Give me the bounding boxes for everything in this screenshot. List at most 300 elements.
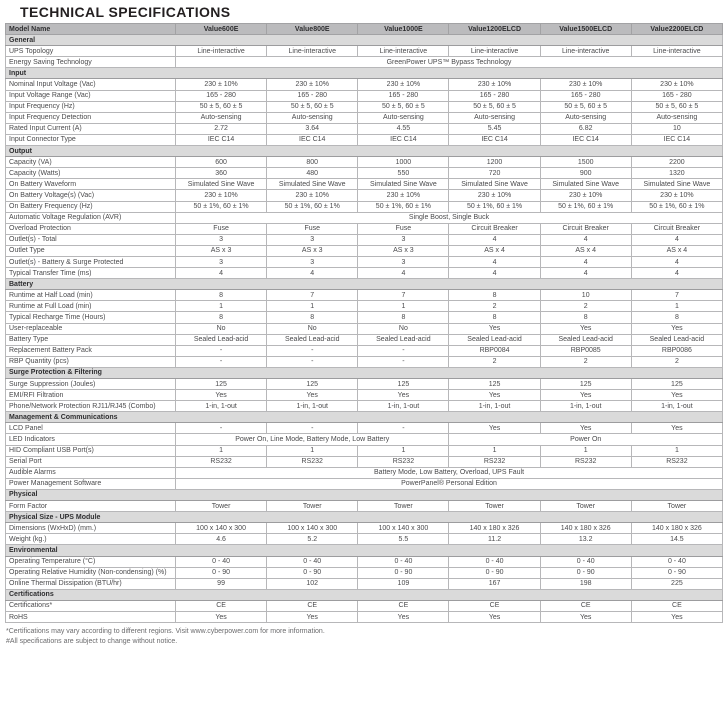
cell-value: 5.2 bbox=[267, 534, 358, 545]
cell-value: RBP0086 bbox=[631, 345, 722, 356]
cell-value: Line-interactive bbox=[358, 46, 449, 57]
cell-value: 0 - 90 bbox=[267, 567, 358, 578]
cell-value: 230 ± 10% bbox=[358, 190, 449, 201]
section-row bbox=[6, 279, 723, 290]
cell-value: No bbox=[358, 323, 449, 334]
row-label: Typical Recharge Time (Hours) bbox=[6, 312, 176, 323]
row-label: Input Frequency (Hz) bbox=[6, 101, 176, 112]
spec-row bbox=[6, 212, 723, 223]
cell-value: 1-in, 1-out bbox=[358, 401, 449, 412]
column-header-value800e: Value800E bbox=[267, 24, 358, 35]
cell-value: CE bbox=[449, 600, 540, 611]
cell-value: 5.5 bbox=[358, 534, 449, 545]
spec-row bbox=[6, 90, 723, 101]
spec-row bbox=[6, 567, 723, 578]
cell-value: RS232 bbox=[358, 456, 449, 467]
row-label: Phone/Network Protection RJ11/RJ45 (Combo) bbox=[6, 401, 176, 412]
cell-value: 4 bbox=[631, 256, 722, 267]
column-header-value1200elcd: Value1200ELCD bbox=[449, 24, 540, 35]
cell-value: No bbox=[176, 323, 267, 334]
cell-value: - bbox=[358, 356, 449, 367]
spec-row bbox=[6, 401, 723, 412]
spec-row bbox=[6, 157, 723, 168]
cell-value: 1 bbox=[267, 445, 358, 456]
cell-value: 230 ± 10% bbox=[631, 79, 722, 90]
cell-value: 1-in, 1-out bbox=[540, 401, 631, 412]
row-label: Input Connector Type bbox=[6, 134, 176, 145]
cell-value: 2 bbox=[540, 301, 631, 312]
section-title: Surge Protection & Filtering bbox=[6, 367, 723, 378]
cell-value: Circuit Breaker bbox=[631, 223, 722, 234]
row-label: EMI/RFI Filtration bbox=[6, 390, 176, 401]
cell-value: - bbox=[176, 345, 267, 356]
section-row bbox=[6, 68, 723, 79]
row-label: Capacity (Watts) bbox=[6, 168, 176, 179]
row-label: User-replaceable bbox=[6, 323, 176, 334]
cell-value: Simulated Sine Wave bbox=[540, 179, 631, 190]
cell-value: 225 bbox=[631, 578, 722, 589]
spec-row bbox=[6, 379, 723, 390]
spec-row bbox=[6, 356, 723, 367]
row-label: UPS Topology bbox=[6, 46, 176, 57]
cell-value: 1000 bbox=[358, 157, 449, 168]
section-title: Management & Communications bbox=[6, 412, 723, 423]
cell-value: Line-interactive bbox=[631, 46, 722, 57]
cell-value: Yes bbox=[176, 611, 267, 622]
spec-row bbox=[6, 611, 723, 622]
cell-value: 165 - 280 bbox=[449, 90, 540, 101]
cell-value: 1-in, 1-out bbox=[176, 401, 267, 412]
row-label: Input Voltage Range (Vac) bbox=[6, 90, 176, 101]
spec-table bbox=[5, 23, 723, 623]
section-row bbox=[6, 489, 723, 500]
cell-value: Sealed Lead-acid bbox=[449, 334, 540, 345]
row-label: Replacement Battery Pack bbox=[6, 345, 176, 356]
row-label: Dimensions (WxHxD) (mm.) bbox=[6, 523, 176, 534]
cell-value: Simulated Sine Wave bbox=[631, 179, 722, 190]
cell-value: 50 ± 1%, 60 ± 1% bbox=[631, 201, 722, 212]
cell-value: 50 ± 1%, 60 ± 1% bbox=[267, 201, 358, 212]
cell-value: Yes bbox=[176, 390, 267, 401]
row-label: Overload Protection bbox=[6, 223, 176, 234]
cell-value: 8 bbox=[540, 312, 631, 323]
row-label: Power Management Software bbox=[6, 478, 176, 489]
cell-value: IEC C14 bbox=[176, 134, 267, 145]
cell-value: 7 bbox=[267, 290, 358, 301]
cell-value: AS x 4 bbox=[449, 245, 540, 256]
cell-value: Yes bbox=[631, 323, 722, 334]
footnote-certifications: *Certifications may vary according to different regions. Visit www.cyberpower.com for more information. bbox=[6, 628, 325, 636]
cell-value: 167 bbox=[449, 578, 540, 589]
cell-value: Yes bbox=[540, 323, 631, 334]
cell-value: Auto-sensing bbox=[267, 112, 358, 123]
spec-row bbox=[6, 312, 723, 323]
cell-value-span: Power On bbox=[449, 434, 723, 445]
cell-value: Sealed Lead-acid bbox=[176, 334, 267, 345]
cell-value: Yes bbox=[358, 611, 449, 622]
cell-value: 3 bbox=[176, 256, 267, 267]
cell-value: RBP0084 bbox=[449, 345, 540, 356]
spec-row bbox=[6, 434, 723, 445]
cell-value: 11.2 bbox=[449, 534, 540, 545]
spec-row bbox=[6, 79, 723, 90]
cell-value: 109 bbox=[358, 578, 449, 589]
cell-value: 1 bbox=[358, 301, 449, 312]
cell-value: Yes bbox=[540, 423, 631, 434]
row-label: Battery Type bbox=[6, 334, 176, 345]
cell-value: 0 - 40 bbox=[176, 556, 267, 567]
cell-value: 0 - 90 bbox=[631, 567, 722, 578]
cell-value: Tower bbox=[631, 501, 722, 512]
row-label: Capacity (VA) bbox=[6, 157, 176, 168]
cell-value: Yes bbox=[540, 390, 631, 401]
row-label: Runtime at Full Load (min) bbox=[6, 301, 176, 312]
cell-value: CE bbox=[631, 600, 722, 611]
spec-row bbox=[6, 556, 723, 567]
spec-row bbox=[6, 523, 723, 534]
cell-value: Simulated Sine Wave bbox=[358, 179, 449, 190]
cell-value: IEC C14 bbox=[449, 134, 540, 145]
cell-value: 100 x 140 x 300 bbox=[358, 523, 449, 534]
cell-value-span: Single Boost, Single Buck bbox=[176, 212, 723, 223]
cell-value: 1200 bbox=[449, 157, 540, 168]
cell-value: Fuse bbox=[267, 223, 358, 234]
spec-row bbox=[6, 578, 723, 589]
cell-value: 480 bbox=[267, 168, 358, 179]
cell-value: 1 bbox=[540, 445, 631, 456]
cell-value: Tower bbox=[540, 501, 631, 512]
cell-value: 7 bbox=[631, 290, 722, 301]
spec-row bbox=[6, 46, 723, 57]
cell-value: Yes bbox=[449, 390, 540, 401]
cell-value: 800 bbox=[267, 157, 358, 168]
cell-value: 230 ± 10% bbox=[267, 79, 358, 90]
cell-value: 3 bbox=[358, 256, 449, 267]
spec-row bbox=[6, 467, 723, 478]
cell-value: 50 ± 1%, 60 ± 1% bbox=[449, 201, 540, 212]
cell-value: Sealed Lead-acid bbox=[631, 334, 722, 345]
cell-value: IEC C14 bbox=[631, 134, 722, 145]
spec-row bbox=[6, 101, 723, 112]
cell-value: 10 bbox=[631, 123, 722, 134]
cell-value: 1 bbox=[176, 445, 267, 456]
spec-row bbox=[6, 179, 723, 190]
cell-value: 165 - 280 bbox=[540, 90, 631, 101]
row-label: On Battery Frequency (Hz) bbox=[6, 201, 176, 212]
cell-value: Line-interactive bbox=[449, 46, 540, 57]
section-title: Physical bbox=[6, 489, 723, 500]
cell-value: 3 bbox=[176, 234, 267, 245]
cell-value: 102 bbox=[267, 578, 358, 589]
cell-value: 125 bbox=[176, 379, 267, 390]
cell-value: 0 - 90 bbox=[176, 567, 267, 578]
cell-value: 198 bbox=[540, 578, 631, 589]
spec-row bbox=[6, 534, 723, 545]
cell-value: 8 bbox=[449, 290, 540, 301]
spec-row bbox=[6, 123, 723, 134]
cell-value: Sealed Lead-acid bbox=[358, 334, 449, 345]
cell-value: - bbox=[267, 356, 358, 367]
cell-value: RS232 bbox=[267, 456, 358, 467]
cell-value-span: GreenPower UPS™ Bypass Technology bbox=[176, 57, 723, 68]
row-label: Weight (kg.) bbox=[6, 534, 176, 545]
cell-value: Yes bbox=[358, 390, 449, 401]
spec-row bbox=[6, 423, 723, 434]
row-label: Outlet Type bbox=[6, 245, 176, 256]
cell-value: 600 bbox=[176, 157, 267, 168]
cell-value: AS x 3 bbox=[358, 245, 449, 256]
cell-value: Tower bbox=[449, 501, 540, 512]
cell-value: Yes bbox=[267, 611, 358, 622]
table-header-row bbox=[6, 24, 723, 35]
cell-value: 7 bbox=[358, 290, 449, 301]
cell-value: 2 bbox=[449, 356, 540, 367]
cell-value-span: Battery Mode, Low Battery, Overload, UPS Fault bbox=[176, 467, 723, 478]
cell-value: 4 bbox=[631, 268, 722, 279]
cell-value: AS x 3 bbox=[267, 245, 358, 256]
row-label: Automatic Voltage Regulation (AVR) bbox=[6, 212, 176, 223]
section-row bbox=[6, 35, 723, 46]
cell-value: 2 bbox=[631, 356, 722, 367]
cell-value: 1 bbox=[176, 301, 267, 312]
row-label: Outlet(s) - Battery & Surge Protected bbox=[6, 256, 176, 267]
row-label: RoHS bbox=[6, 611, 176, 622]
cell-value: Yes bbox=[449, 423, 540, 434]
cell-value: Tower bbox=[176, 501, 267, 512]
cell-value: 230 ± 10% bbox=[358, 79, 449, 90]
cell-value: AS x 4 bbox=[631, 245, 722, 256]
cell-value: Auto-sensing bbox=[540, 112, 631, 123]
section-title: Input bbox=[6, 68, 723, 79]
column-header-value1500elcd: Value1500ELCD bbox=[540, 24, 631, 35]
cell-value: 0 - 40 bbox=[267, 556, 358, 567]
cell-value: 230 ± 10% bbox=[449, 79, 540, 90]
row-label: Operating Temperature (°C) bbox=[6, 556, 176, 567]
section-title: Environmental bbox=[6, 545, 723, 556]
cell-value: 1-in, 1-out bbox=[449, 401, 540, 412]
cell-value: 550 bbox=[358, 168, 449, 179]
cell-value: RS232 bbox=[631, 456, 722, 467]
cell-value: No bbox=[267, 323, 358, 334]
cell-value: 140 x 180 x 326 bbox=[449, 523, 540, 534]
column-header-value1000e: Value1000E bbox=[358, 24, 449, 35]
row-label: HID Compliant USB Port(s) bbox=[6, 445, 176, 456]
cell-value: 1 bbox=[631, 445, 722, 456]
cell-value: 8 bbox=[176, 312, 267, 323]
cell-value: 360 bbox=[176, 168, 267, 179]
cell-value: CE bbox=[176, 600, 267, 611]
cell-value: 0 - 40 bbox=[631, 556, 722, 567]
cell-value: 5.45 bbox=[449, 123, 540, 134]
cell-value: 50 ± 5, 60 ± 5 bbox=[358, 101, 449, 112]
row-label: Typical Transfer Time (ms) bbox=[6, 268, 176, 279]
row-label: Surge Suppression (Joules) bbox=[6, 379, 176, 390]
row-label: Form Factor bbox=[6, 501, 176, 512]
cell-value: 4 bbox=[449, 234, 540, 245]
spec-table-body bbox=[6, 24, 723, 623]
cell-value: 0 - 90 bbox=[358, 567, 449, 578]
cell-value: 50 ± 5, 60 ± 5 bbox=[449, 101, 540, 112]
column-header-value600e: Value600E bbox=[176, 24, 267, 35]
cell-value: 4.55 bbox=[358, 123, 449, 134]
cell-value: 50 ± 5, 60 ± 5 bbox=[540, 101, 631, 112]
spec-row bbox=[6, 201, 723, 212]
cell-value: Yes bbox=[631, 390, 722, 401]
spec-row bbox=[6, 501, 723, 512]
cell-value: 4 bbox=[449, 268, 540, 279]
cell-value: Simulated Sine Wave bbox=[449, 179, 540, 190]
row-label: Audible Alarms bbox=[6, 467, 176, 478]
cell-value: RS232 bbox=[449, 456, 540, 467]
row-label: Outlet(s) - Total bbox=[6, 234, 176, 245]
spec-row bbox=[6, 112, 723, 123]
cell-value: IEC C14 bbox=[358, 134, 449, 145]
footnotes bbox=[6, 627, 728, 646]
cell-value: 50 ± 5, 60 ± 5 bbox=[176, 101, 267, 112]
cell-value: 165 - 280 bbox=[176, 90, 267, 101]
cell-value: 125 bbox=[631, 379, 722, 390]
cell-value: Fuse bbox=[176, 223, 267, 234]
cell-value: 230 ± 10% bbox=[540, 79, 631, 90]
cell-value: 0 - 40 bbox=[449, 556, 540, 567]
row-label: Runtime at Half Load (min) bbox=[6, 290, 176, 301]
section-row bbox=[6, 545, 723, 556]
cell-value: RS232 bbox=[540, 456, 631, 467]
cell-value: 100 x 140 x 300 bbox=[176, 523, 267, 534]
cell-value: 0 - 40 bbox=[540, 556, 631, 567]
section-title: Output bbox=[6, 146, 723, 157]
cell-value: Simulated Sine Wave bbox=[267, 179, 358, 190]
section-title: Battery bbox=[6, 279, 723, 290]
cell-value: 4 bbox=[358, 268, 449, 279]
cell-value: Line-interactive bbox=[176, 46, 267, 57]
cell-value: 3 bbox=[267, 234, 358, 245]
cell-value: 2 bbox=[449, 301, 540, 312]
row-label: On Battery Waveform bbox=[6, 179, 176, 190]
cell-value: Sealed Lead-acid bbox=[267, 334, 358, 345]
cell-value: Auto-sensing bbox=[631, 112, 722, 123]
cell-value: 8 bbox=[449, 312, 540, 323]
section-title: Physical Size - UPS Module bbox=[6, 512, 723, 523]
cell-value: 100 x 140 x 300 bbox=[267, 523, 358, 534]
cell-value: 230 ± 10% bbox=[540, 190, 631, 201]
cell-value: 3.64 bbox=[267, 123, 358, 134]
cell-value: 99 bbox=[176, 578, 267, 589]
cell-value: Line-interactive bbox=[267, 46, 358, 57]
section-title: General bbox=[6, 35, 723, 46]
spec-row bbox=[6, 190, 723, 201]
cell-value: 125 bbox=[449, 379, 540, 390]
cell-value: 50 ± 5, 60 ± 5 bbox=[267, 101, 358, 112]
cell-value: - bbox=[358, 345, 449, 356]
spec-row bbox=[6, 323, 723, 334]
cell-value: 8 bbox=[176, 290, 267, 301]
cell-value: 1 bbox=[449, 445, 540, 456]
cell-value: Yes bbox=[540, 611, 631, 622]
cell-value: 4 bbox=[267, 268, 358, 279]
cell-value: 8 bbox=[358, 312, 449, 323]
spec-row bbox=[6, 134, 723, 145]
cell-value: 4 bbox=[540, 234, 631, 245]
cell-value: Yes bbox=[449, 611, 540, 622]
section-row bbox=[6, 512, 723, 523]
cell-value: CE bbox=[358, 600, 449, 611]
section-row bbox=[6, 367, 723, 378]
section-title: Certifications bbox=[6, 589, 723, 600]
cell-value-span: PowerPanel® Personal Edition bbox=[176, 478, 723, 489]
cell-value: Yes bbox=[631, 423, 722, 434]
cell-value: 230 ± 10% bbox=[176, 79, 267, 90]
row-label: Serial Port bbox=[6, 456, 176, 467]
cell-value: 4 bbox=[176, 268, 267, 279]
cell-value: 50 ± 1%, 60 ± 1% bbox=[540, 201, 631, 212]
cell-value: 4 bbox=[631, 234, 722, 245]
spec-row bbox=[6, 478, 723, 489]
cell-value: RBP0085 bbox=[540, 345, 631, 356]
cell-value: 2200 bbox=[631, 157, 722, 168]
section-row bbox=[6, 412, 723, 423]
spec-row bbox=[6, 390, 723, 401]
cell-value: AS x 4 bbox=[540, 245, 631, 256]
cell-value: 0 - 40 bbox=[358, 556, 449, 567]
cell-value: Sealed Lead-acid bbox=[540, 334, 631, 345]
cell-value: 0 - 90 bbox=[449, 567, 540, 578]
cell-value: 720 bbox=[449, 168, 540, 179]
cell-value: Yes bbox=[631, 611, 722, 622]
row-label: LED Indicators bbox=[6, 434, 176, 445]
cell-value: 50 ± 5, 60 ± 5 bbox=[631, 101, 722, 112]
row-label: Certifications* bbox=[6, 600, 176, 611]
cell-value: Circuit Breaker bbox=[540, 223, 631, 234]
footnote-specs-change: #All specifications are subject to change without notice. bbox=[6, 637, 178, 645]
page-title: TECHNICAL SPECIFICATIONS bbox=[20, 4, 231, 20]
cell-value: 0 - 90 bbox=[540, 567, 631, 578]
cell-value: Tower bbox=[267, 501, 358, 512]
cell-value: 8 bbox=[267, 312, 358, 323]
row-label: On Battery Voltage(s) (Vac) bbox=[6, 190, 176, 201]
cell-value: 2.72 bbox=[176, 123, 267, 134]
cell-value: - bbox=[267, 423, 358, 434]
cell-value: Fuse bbox=[358, 223, 449, 234]
cell-value: 230 ± 10% bbox=[176, 190, 267, 201]
spec-row bbox=[6, 256, 723, 267]
cell-value: 165 - 280 bbox=[358, 90, 449, 101]
row-label: LCD Panel bbox=[6, 423, 176, 434]
cell-value: - bbox=[176, 356, 267, 367]
cell-value: 4 bbox=[540, 256, 631, 267]
row-label: Nominal Input Voltage (Vac) bbox=[6, 79, 176, 90]
cell-value: 140 x 180 x 326 bbox=[540, 523, 631, 534]
cell-value: 230 ± 10% bbox=[631, 190, 722, 201]
cell-value: AS x 3 bbox=[176, 245, 267, 256]
cell-value: IEC C14 bbox=[540, 134, 631, 145]
cell-value: 230 ± 10% bbox=[267, 190, 358, 201]
cell-value: Yes bbox=[267, 390, 358, 401]
spec-row bbox=[6, 334, 723, 345]
cell-value: Tower bbox=[358, 501, 449, 512]
row-label: Online Thermal Dissipation (BTU/hr) bbox=[6, 578, 176, 589]
column-header-model-name: Model Name bbox=[6, 24, 176, 35]
section-row bbox=[6, 589, 723, 600]
row-label: Rated Input Current (A) bbox=[6, 123, 176, 134]
cell-value: 13.2 bbox=[540, 534, 631, 545]
cell-value: 230 ± 10% bbox=[449, 190, 540, 201]
cell-value: 165 - 280 bbox=[631, 90, 722, 101]
cell-value: 4 bbox=[449, 256, 540, 267]
spec-row bbox=[6, 57, 723, 68]
row-label: Energy Saving Technology bbox=[6, 57, 176, 68]
cell-value: - bbox=[176, 423, 267, 434]
